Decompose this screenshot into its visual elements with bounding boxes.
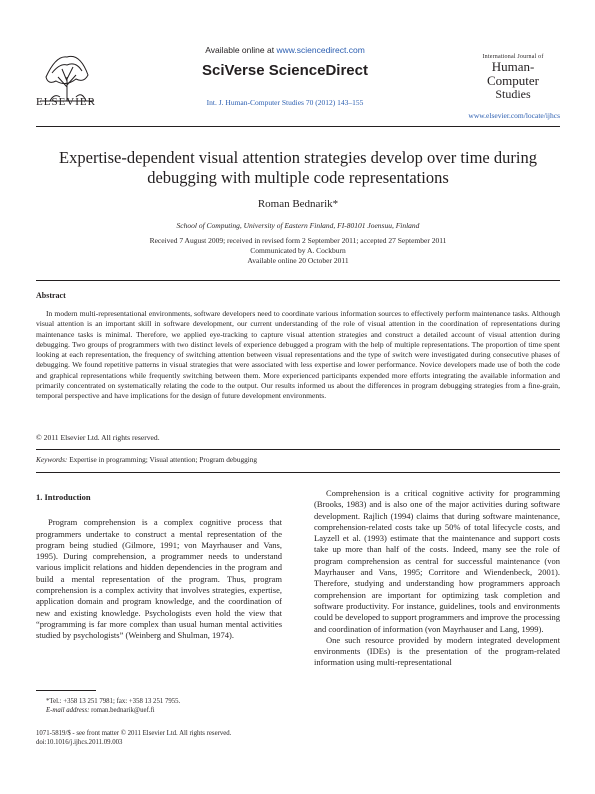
article-history: [36, 236, 560, 266]
abstract-heading: Abstract: [36, 291, 66, 300]
email-label: E-mail address:: [46, 707, 90, 714]
left-column: [36, 488, 282, 642]
journal-logo-sub: Studies: [495, 87, 531, 101]
right-column: [314, 488, 560, 669]
author-email-line: [46, 706, 180, 715]
footnote-divider: [36, 690, 96, 691]
issn-footer: [36, 729, 231, 747]
communicated-by: Communicated by A. Cockburn: [250, 246, 346, 255]
article-author: Roman Bednarik*: [257, 198, 339, 210]
abstract-text: In modern multi-representational environments, software developers need to coordinate various information sources to effectively perform maintenance tasks. Although visual attention is an important skill in software development, our current understanding of the role of visual attention in the coordination of representations during maintenance tasks is minimal. Therefore, we applied eye-tracking to capture visual attention strategies and construct a detailed account of visual attention during debugging. Two groups of programmers with two distinct levels of experience debugged a program with the help of multiple representations. The proportion of time spent looking at each representation, the frequency of switching attention between visual representations and the type of switch were investigated during consecutive phases of debugging. We found repetitive patterns in visual strategies that were associated with less expertise and lower performance. Novice developers made use of both the code and graphical representations while frequently switching between them. More experienced participants expended more efforts integrating the available information and primarily concentrated on systematically relating the code to the output. Our results informed us about the differences in program debugging strategies from a fine-grain, temporal perspective and have implications for the design of future development environments.: [36, 309, 560, 401]
keywords-divider: [36, 449, 560, 450]
section-heading-introduction: 1. Introduction: [36, 492, 91, 502]
author-affiliation: School of Computing, University of Eastern Finland, FI-80101 Joensuu, Finland: [176, 221, 420, 230]
journal-logo: [468, 54, 558, 114]
sciencedirect-link[interactable]: www.sciencedirect.com: [276, 45, 365, 55]
doi-line[interactable]: doi:10.1016/j.ijhcs.2011.09.003: [36, 739, 123, 746]
journal-logo-top: International Journal of: [482, 54, 544, 60]
available-online-prefix: Available online at: [205, 45, 275, 55]
header-divider: [36, 126, 560, 127]
sciverse-sciencedirect-logo: SciVerse ScienceDirect: [202, 62, 368, 79]
received-dates: Received 7 August 2009; received in revised form 2 September 2011; accepted 27 September 2011: [149, 236, 447, 245]
ide-paragraph: One such resource provided by modern integrated development environments (IDEs) is the presentation of the program-related information using multi-representational: [314, 634, 560, 668]
abstract-top-divider: [36, 280, 560, 281]
journal-homepage-link[interactable]: www.elsevier.com/locate/ijhcs: [468, 111, 560, 120]
abstract-body: [36, 309, 560, 402]
elsevier-wordmark: ELSEVIER: [36, 96, 96, 108]
article-title: Expertise-dependent visual attention strategies develop over time during debugging with multiple code representations: [59, 148, 537, 187]
keywords-text: Expertise in programming; Visual attention; Program debugging: [69, 455, 258, 464]
keywords-line: [36, 455, 257, 464]
journal-citation[interactable]: Int. J. Human-Computer Studies 70 (2012) 143–155: [206, 98, 364, 107]
keywords-label: Keywords:: [36, 455, 68, 464]
intro-paragraph: Program comprehension is a complex cognitive process that programmers undertake to construct a mental representation of the program being studied (Gilmore, 1991; von Mayrhauser and Vans, 1995). During comprehension, a programmer needs to understand various implicit relations and hidden dependencies in the program and build a mental representation of the program. Thus, program comprehension is a complex activity that involves strategies, expertise, application domain and program knowledge, and the coordination of new and existing knowledge. Psychologists even hold the view that “programming is far more complex than usual human mental activities studied by psychologists” (Weinberg and Shulman, 1974).: [36, 517, 282, 641]
author-footnote: [46, 697, 180, 715]
issn-line: 1071-5819/$ - see front matter © 2011 Elsevier Ltd. All rights reserved.: [36, 730, 232, 737]
journal-logo-main: Human-Computer: [487, 59, 539, 88]
body-top-divider: [36, 472, 560, 473]
comprehension-paragraph: Comprehension is a critical cognitive activity for programming (Brooks, 1983) and is also one of the major activities during software development. Rajlich (1994) claims that during software maintenance, comprehension-related costs take up 50% of total lifecycle costs, and Layzell et al. (1993) estimate that the maintenance and support costs take up more than half of the costs. Indeed, many see the role of program comprehension as central for successful maintenance (von Mayrhauser and Vans, 1995; Corritore and Wiendenbeck, 2001). Therefore, studying and understanding how programmers approach comprehension are important for optimizing task completion and software productivity. For instance, guidelines, tools and environments could be developed to support programmers and improve the processing and coordination of information (von Mayrhauser and Lang, 1999).: [314, 488, 560, 634]
author-email[interactable]: roman.bednarik@uef.fi: [91, 707, 155, 714]
author-contact: *Tel.: +358 13 251 7981; fax: +358 13 251 7955.: [46, 698, 181, 705]
available-online-date: Available online 20 October 2011: [247, 256, 349, 265]
abstract-copyright: © 2011 Elsevier Ltd. All rights reserved.: [36, 433, 160, 442]
available-online-line: [120, 45, 450, 55]
